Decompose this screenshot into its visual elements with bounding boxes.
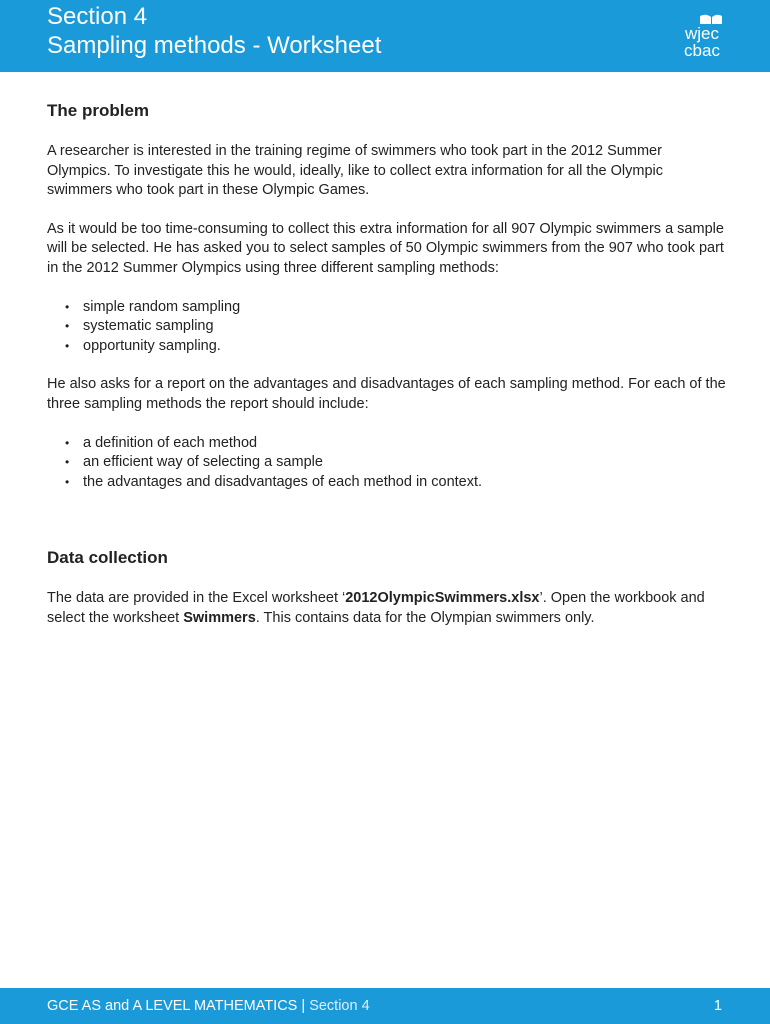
list-item: • simple random sampling <box>47 298 727 318</box>
list-item: • the advantages and disadvantages of each method in context. <box>47 473 727 493</box>
text-before-file: The data are provided in the Excel worksheet ‘ <box>47 590 346 607</box>
list-item: • a definition of each method <box>47 434 727 454</box>
header-bar <box>0 0 770 72</box>
text-after-file: ’. Open the workbook and select the worksheet <box>47 590 705 626</box>
footer-course-info <box>47 998 370 1014</box>
data-collection-paragraph <box>47 589 727 628</box>
footer-separator: | <box>297 998 310 1014</box>
problem-paragraph-2: As it would be too time-consuming to collect this extra information for all 907 Olympic swimmers a sample will be selected. He has asked you to select samples of 50 Olympic swimmers from the 907 who took part in the 2012 Summer Olympics using three different sampling methods: <box>47 220 724 276</box>
title-line-section: Section 4 <box>47 3 148 30</box>
problem-paragraph-3: He also asks for a report on the advantages and disadvantages of each sampling method. For each of the three sampling methods the report should include: <box>47 376 726 412</box>
logo-text-wjec: wjec <box>684 24 720 43</box>
heading-data-collection: Data collection <box>47 548 168 568</box>
problem-paragraph-1: A researcher is interested in the training regime of swimmers who took part in the 2012 Summer Olympics. To investigate this he would, ideally, like to collect extra information for all the Olympic swimmers who took part in these Olympic Games. <box>47 143 663 199</box>
report-requirements-list <box>47 434 727 493</box>
heading-the-problem: The problem <box>47 101 150 120</box>
title-line-worksheet: Sampling methods - Worksheet <box>47 32 382 59</box>
list-item: • an efficient way of selecting a sample <box>47 453 727 473</box>
excel-file-name: 2012OlympicSwimmers.xlsx <box>345 590 540 607</box>
book-icon-left-page <box>700 15 711 24</box>
page-number: 1 <box>713 998 722 1014</box>
book-icon-right-page <box>712 15 722 24</box>
footer-course: GCE AS and A LEVEL MATHEMATICS <box>47 998 298 1014</box>
logo-text-cbac: cbac <box>684 41 720 60</box>
text-end: . This contains data for the Olympian swimmers only. <box>255 609 595 626</box>
footer-bar <box>0 988 770 1024</box>
wjec-cbac-logo <box>676 12 728 60</box>
list-item: • opportunity sampling. <box>47 337 727 357</box>
page-title <box>47 2 381 60</box>
sampling-methods-list <box>47 298 727 357</box>
footer-section: Section 4 <box>309 998 370 1014</box>
list-item: • systematic sampling <box>47 317 727 337</box>
worksheet-name: Swimmers <box>183 609 256 626</box>
worksheet-content <box>47 100 727 629</box>
